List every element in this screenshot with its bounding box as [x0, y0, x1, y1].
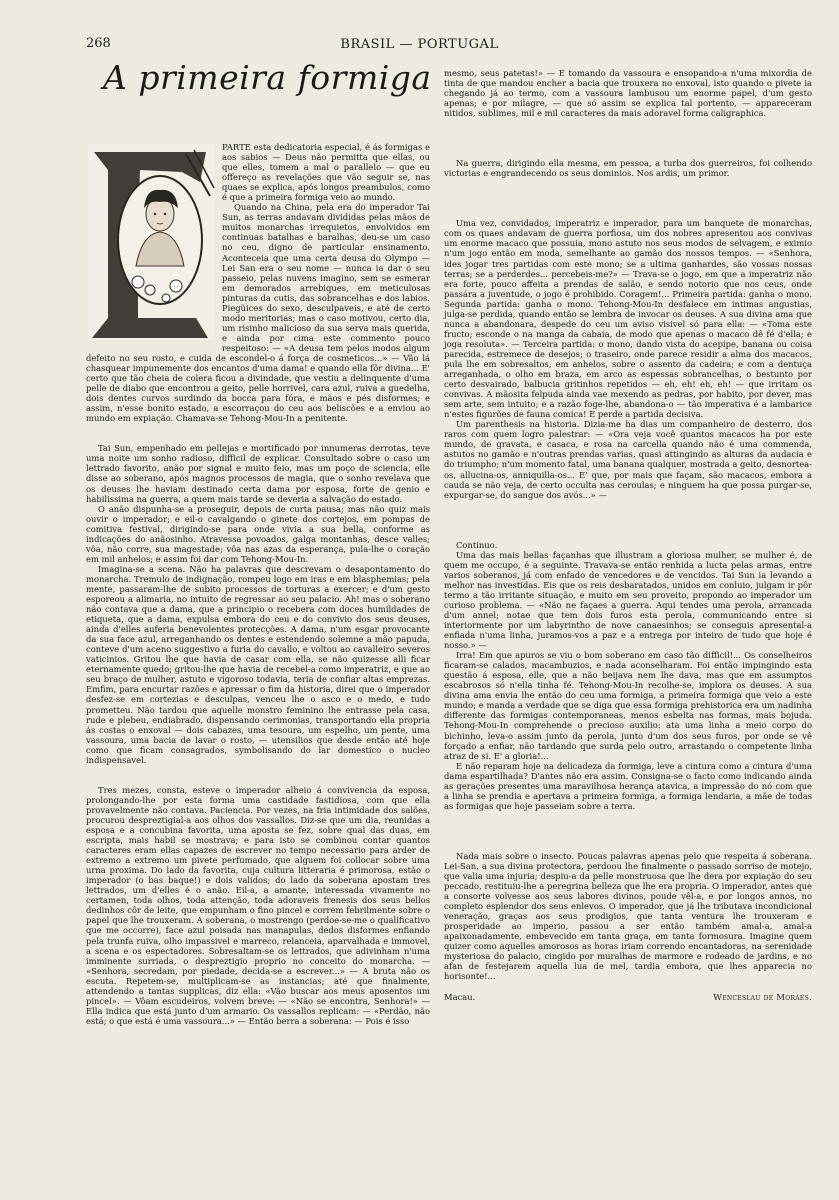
paragraph: Um parenthesis na historia. Dizia-me ha dias um companheiro de desterro, dos raros com quem logro palestrar: — «Ora veja você quantos macacos ha por este mundo, de gravata, e casaca, e rosa na carcella quando não é uma commenda, astutos no gamão e n'outras prendas varias, quasi attingindo as alturas da audacia e do triumpho; n'um momento fatal, uma banana qualquer, mostrada a geito, desnortea-os, allucina-os, anniquilla-os... E' que, por mais que façam, são macacos, embora a cauda se não veja, de certo occulta nas ceroulas; e ninguem ha que possa purgar-se, expurgar-se, do sangue dos avós...» —: [444, 419, 812, 500]
paragraph: PARTE esta dedicatoria especial, é ás formigas e aos sabios — Deus não permitta que ellas, ou que elles, tomem a mal o parallelo — que eu offereço as revelações que vão seguir se, nas quaes se explica, após longos preambulos, como é que a primeira formiga veio ao mundo.: [222, 142, 430, 203]
portrait-woman-illustration: [86, 142, 216, 342]
paragraph: Uma das mais bellas façanhas que illustram a gloriosa mulher, se mulher é, de quem me occupo, é a seguinte. Travava-se então renhida a lucta pelas armas, entre varios soberanos, já com enfado de vencedores e de vencidos. Tai Sun ia levando a melhor nas investidas. Eis que os reis desbaratados, unidos em conluio, julgam ir pôr termo a tão irritante situação, e muito em seu proveito, propondo ao imperador um curioso problema. — «Não ne façaes a guerra. Aqui tendes uma perola, arrancada d'um annel; notae que tem dois furos esta perola, communicando entre si interiormente por um labyrintho de nove canaesinhos; se conseguis apresental-a enfiada n'uma linha, juramos-vos a paz e a entrega por inteiro de tudo que hoje é nosso.» —: [444, 549, 812, 651]
page-number: 268: [86, 36, 111, 51]
paragraph: Quando na China, pela era do imperador Tai Sun, as terras andavam divididas pelas mãos de muitos monarchas irrequietos, envolvidos em continuas batalhas e baralhas, deu-se um caso no ceu, digno de particular ensinamento. Aconteceia que uma certa deusa do Olympo — Lei San era o seu nome — nunca ia dar o seu passeio, pelas nuvens imagino, sem se esmerar em demorados arrebiques, em meticulosas pinturas da cutis, das sobrancelhas e dos labios. Piegüices do sexo, desculpaveis, e até de certo modo meritorias; mas o caso motivou, certo dia, um risinho malicioso da sua serva mais querida, e ainda por cima este commento pouco respeitoso: — «A deusa tem pelos modos algum defeito no seu rosto, e cuida de escondel-o á força de cosmeticos...» — Vão lá chasquear impunemente dos encantos d'uma dama! e quando ella fôr divina... E' certo que tão cheia de colera ficou a divindade, que vestiu a delinquente d'uma pelle de diabo que encontrou a geito, pelle horrivel, cara azul, ruiva a guedelha, dois dentes curvos surdindo da bocca para fóra, e mãos e pés disformes; e assim, n'esse bonito estado, a escorraçou do ceu aos beliscões e a enviou ao mundo em expiação. Chamava-se Tehong-Mou-In a penitente.: [86, 202, 430, 424]
signature-row: [444, 992, 812, 1002]
paragraph: Continuo.: [456, 539, 498, 550]
paragraph: Na guerra, dirigindo ella mesma, em pessoa, a turba dos guerreiros, foi colhendo victorias e engrandecendo os seus dominios. Nos ardis, um primor.: [444, 158, 812, 179]
right-column: [444, 68, 812, 1002]
paragraph: Tres mezes, consta, esteve o imperador alheio á convivencia da esposa, prolongando-lhe por esta forma uma castidade fastidiosa, com que ella provavelmente não contava. Paciencia. Por vezes, na fria intimidade dos salões, procurou despreztigial-a aos olhos dos vassallos. Diz-se que um dia, reunidas a esposa e a concubina favorita, uma aposta se fez, sobre qual das duas, em escripta, mais habil se mostrava; e para isto se combinou contar quantos caracteres eram ellas capazes de escrever no tempo necessario para arder de extremo a extremo um pivete perfumado, que alguem foi collocar sobre uma urna proxima. Do lado da favorita, cuja cultura litteraria é primorosa, estão o imperador (o bas baque!) e dois validos; do lado da soberana apostam tres lettrados, um d'elles é o anão. Eil-a, a amante, interessada vivamente no certamen, toda olhos, toda attenção, toda adoraveis frenesis dos seus bellos dedinhos côr de leite, que empunham o fino pincel e correm febrilmente sobre o papel que lhe trouxeram. A soberana, o mostrengo (perdoe-se-me o qualificativo que me occorre), face azul poisada nas manapulas, dedos disformes enfiando pela trunfa ruiva, olho impassivel e marreco, relanceia, aparvalhada e immovel, a scena e os espectadores. Sobresaltam-se os lettrados, que adivinham n'uma imminente surriada, o despreztigio proprio no conceito do monarcha. — «Senhora, secredam, por piedade, decida-se a escrever...» — A bruta não os escuta. Repetem-se, multiplicam-se as instancias; até que finalmente, attendendo a tantas supplicas, diz ella: «Vão buscar aos meus aposentos um pincel». — Vôam escudeiros, volvem breve: — «Não se encontra, Senhora!» — Ella indica que está junto d'um armario. Os vassallos replicam: — «Perdão, não está; o que está é uma vassoura...» — Então berra a soberana: — Pois é isso: [86, 784, 430, 1026]
publication-header: BRASIL — PORTUGAL: [340, 37, 499, 52]
paragraph: Nada mais sobre o insecto. Poucas palavras apenas pelo que respeita á soberana. Lei-San, a sua divina protectora, perdoou lhe finalmente o passado sorriso de motejo, que valia uma injuria; despiu-a da pelle monstruosa que lhe dera por expiação do seu peccado, restituiu-lhe a peregrina belleza que lhe era propria. O imperador, antes que a consorte volvesse aos seus labores divinos, poude vêl-a, e por longos annos, no completo esplendor dos seus enlevos. O imperador, que já lhe tributava incondicional veneração, graças aos seus prodigios, que tanta ventura lhe trouxeram e prosperidade ao imperio, passou a ser então também amal-a, amal-a apaixonadamente, embevecido em tanta graça, em tanta formosura. Imagine quem quizer como aquelles amorosos as horas iriam correndo encantadoras, na serenidade mysteriosa do palacio, cingido por muralhas de marmore e rodeado de jardins, e no afan de festejarem aquella lua de mel, tardia embora, que lhes apparecia no horisonte!...: [444, 850, 812, 982]
paragraph: Tai Sun, empenhado em pellejas e mortificado por innumeras derrotas, teve uma noite um sonho radioso, difficil de explicar. Consultado sobre o caso um lettrado favorito, anão por signal e muito feio, mas um poço de sciencia, elle disse ao soberano, após magnos processos de magia, que o sonho revelava que os deuses lhe haviam destinado certa dama por esposa, forte de genio e habilissima na guerra, a quem mais tarde se deveria a salvação do estado.: [86, 443, 430, 504]
paragraph: O anão dispunha-se a proseguir, depois de curta pausa; mas não quiz mais ouvir o imperador; e eil-o cavalgando o ginete dos cortejos, em pompas de comitiva festival, dirigindo-se para onde vivia a sua bella, conforme as indicações do anãosinho. Atravessa povoados, galga montanhas, desce valles; vôa, não corre, sua magestade; vôa nas azas da esperança, pula-lhe o coração em mil anhelos; e assim foi dar com Tehong-Mou-In.: [86, 503, 430, 564]
paragraph: Imagina-se a scena. Não ha palavras que descrevam o desapontamento do monarcha. Tremulo de indignação, rompeu logo em iras e em blasphemias; pela mente, passaram-lhe de subito processos de torturas a exercer; e d'um gesto esporeou a alimaria, no intuito de regressar ao seu palacio. Ah! mas o soberano não contava que a dama, que a principio o recebera com doces humildades de etiqueta, que a dama, expulsa embora do ceu e do convivio dos seus deuses, ainda d'elles auferia benevolentes protecções. A dama, n'um esgar provocante da sua face azul, arreganhando os dentes e estendendo solemne a mão papuda, conteve d'um aceno suggestivo a furia do cavallo, e voltou ao cavalleiro severos vaticinios. Gritou lhe que havia de casar com ella, se não quizesse alli ficar eternamente quedo; gritou-lhe que havia de recebel-a como imperatriz, e que ao seu braço de mulher, astuto e vigoroso todavia, teria de confiar altas emprezas. Emfim, para encurtar razões e apressar o fim da historia, direi que o imperador desfez-se em cortezias e desculpas, venceu lhe o asco e o medo, e tudo prometteu. Não tardou que aquelle monstro feminino lhe entrasse pela casa, rude e plebeu, endiabrado, dispensando cerimonias, transportando ella propria ás costas o enxoval — dois cabazes, uma tesoura, um espelho, um pente, uma vassoura, uma bacia de lavar o rosto, — utensilios que desde então até hoje como que ficam consagrados, symbolisando do lar domestico o nucleo indispensavel.: [86, 563, 430, 765]
paragraph: mesmo, seus patetas!» — E tomando da vassoura e ensopando-a n'uma mixordia de tinta de que mandou encher a bacia que trouxera no enxoval, isto quando o pivete ia chegando já ao termo, com a vassoura lambusou um enorme papel, d'um gesto apenas; e por milagre, — que só assim se explica tal portento, — appareceram nitidos, sublimes, mil e mil caracteres da mais adoravel forma caligraphica.: [444, 68, 812, 119]
article-title: A primeira formiga: [103, 58, 432, 97]
decorated-initial-illustration: [86, 142, 216, 342]
paragraph: Irra! Em que apuros se viu o bom soberano em caso tão difficil!... Os conselheiros ficaram-se calados, macambuzios, e nada aconselharam. Foi então impingindo esta questão á esposa, elle, que a não beijava nem lhe dava, mas que em assumptos escabrosos só n'ella tinha fé. Tehong-Mou-In recolhe-se, implora os deuses. A sua divina ama envia lhe então do ceu uma formiga, a primeira formiga que veio a este mundo; e manda a verdade que se diga que essa formiga prehistorica era um nadinha differente das formigas contemporaneas, menos esbelta nas formas, mais bojuda. Tehong-Mou-In comprehende o precioso auxilio: ata uma linha a meio corpo do bichinho, leva-o assim junto da perola, junto d'um dos seus furos, por onde se vê forçado a enfiar, não tardando que surda pelo outro, arrastando o competente linha atraz de si. E' a gloria!...: [444, 650, 812, 761]
paragraph: Uma vez, convidados, imperatriz e imperador, para um banquete de monarchas, com os quaes andavam de guerra porfiosa, um dos nobres apresentou aos convivas um enorme macaco que possuia, mono astuto nos seus modos de selvagem, e eximio n'um jogo então em moda, semelhante ao gamão dos nossos tempos. — «Senhora, ides jogar tres partidas com este mono; se a ultima ganhardes, são vossas nossas terras; se a perderdes... percebeis-me?» — Trava-se o jogo, em que a imperatriz não era forte, pouco affeita a prendas de salão, e sendo notorio que nos ceus, onde passára a juventude, o jogo é prohibido. Coragem!... Primeira partida: ganha o mono. Segunda partida: ganha o mono. Tehong-Mou-In desfalece em intimas angustias, julga-se perdida, quando então se lembra de invocar os deuses. A sua divina ama que nunca a abandonara, despede do ceu um aviso visivel só para ella: — «Toma este fructo; esconde o na manga da cabaia, de modo que apenas o macaco dê fé d'ella; e joga resoluta». — Terceira partida: o mono, dando vista do acepipe, banana ou coisa parecida, estremece de desejos; o traseiro, onde parece residir a alma dos macacos, pula lhe em sobresaltos, em anhelos, sobre o assento da cadeira; e com a dentuça arreganhada, o olho em braza, em arco as espessas sobrancelhas, o bestunto por certo desvairado, balbucia gritinhos repetidos — eh, eh! eh, eh! — que irritam os convivas. A mãosita felpuda ainda vae mexendo as pedras, por habito, por dever, mas sem arte, sem intuito; e a razão foge-lhe, abandona-o — tão imperativa é a lambarice n'estes figurões de fauna comica! E perde a partida decisiva.: [444, 218, 812, 420]
author-signature: Wenceslau de Moraes.: [713, 991, 812, 1002]
left-column: [86, 142, 430, 1026]
paragraph: E não reparam hoje na delicadeza da formiga, leve a cintura como a cintura d'uma dama espartilhada? D'antes não era assim. Consigna-se o facto como indicando ainda as gerações presentes uma maravilhosa herança atavica, a impressão do nó com que a linha se prendia e apertava a primeira formiga, a formiga lendaria, a mãe de todas as formigas que hoje passeiam sobre a terra.: [444, 760, 812, 811]
place-line: Macau.: [444, 991, 476, 1002]
